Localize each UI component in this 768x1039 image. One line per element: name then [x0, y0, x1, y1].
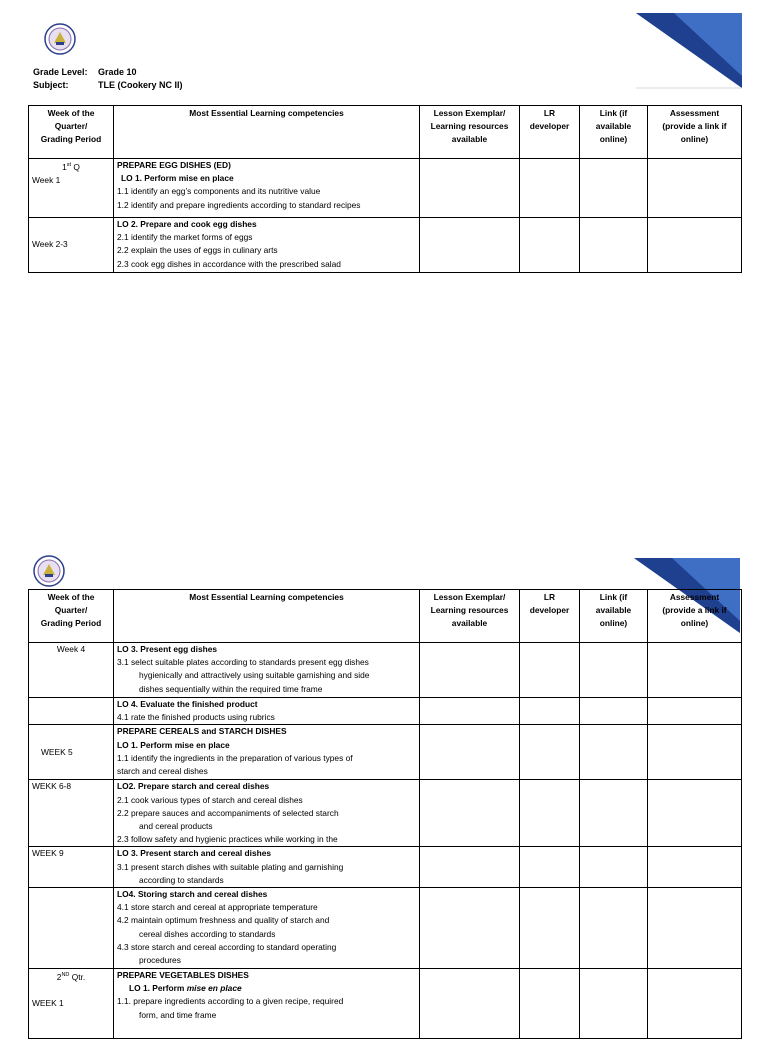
header-lesson-line: available	[451, 618, 488, 629]
quarter-sup: st	[66, 162, 72, 168]
header-link-line: online)	[599, 618, 628, 629]
empty-cell	[520, 780, 580, 847]
competency-line: PREPARE VEGETABLES DISHES	[117, 970, 249, 981]
empty-cell	[420, 847, 520, 888]
competency-line: 2.2 prepare sauces and accompaniments of selected starch	[117, 807, 339, 818]
grade-level-value: Grade 10	[98, 67, 137, 77]
header-week-line: Grading Period	[40, 618, 102, 629]
competency-cell	[114, 698, 420, 725]
quarter-suffix: Q	[71, 161, 80, 172]
header-assessment-line: online)	[680, 618, 709, 629]
competency-cell	[114, 780, 420, 847]
header-assessment	[648, 590, 742, 643]
competency-line: 2.3 follow safety and hygienic practices while working in the	[117, 834, 338, 845]
header-link-line: online)	[599, 134, 628, 145]
empty-cell	[520, 969, 580, 1039]
empty-cell	[648, 888, 742, 969]
quarter-label	[32, 969, 110, 984]
empty-cell	[580, 725, 648, 780]
competency-line: 2.3 cook egg dishes in accordance with the prescribed salad	[117, 258, 341, 269]
empty-cell	[420, 888, 520, 969]
table-header-row	[29, 590, 742, 643]
week-cell	[29, 698, 114, 725]
table-row	[29, 725, 742, 780]
week-cell	[29, 888, 114, 969]
competency-line: LO 1. Perform mise en place	[117, 739, 230, 750]
header-lr	[520, 590, 580, 643]
header-assessment-line: Assessment	[669, 108, 720, 118]
empty-cell	[648, 698, 742, 725]
competency-line: and cereal products	[139, 821, 213, 832]
empty-cell	[580, 888, 648, 969]
week-label: Week 1	[32, 175, 61, 185]
competency-line: PREPARE CEREALS and STARCH DISHES	[117, 726, 287, 737]
competency-line	[117, 982, 416, 995]
week-label: WEEK 9	[32, 848, 64, 859]
empty-cell	[648, 780, 742, 847]
week-label: WEEK 5	[41, 746, 73, 757]
table-row	[29, 643, 742, 698]
competency-cell	[114, 643, 420, 698]
competency-line: 2.1 cook various types of starch and cereal dishes	[117, 794, 303, 805]
header-link-line: available	[595, 121, 632, 132]
header-week-line: Quarter/	[54, 121, 88, 132]
table-row	[29, 780, 742, 847]
week-cell	[29, 725, 114, 780]
week-label: Week 4	[56, 644, 86, 654]
week-label: Week 2-3	[32, 239, 68, 250]
header-lr-line: LR	[543, 108, 556, 118]
competency-line: form, and time frame	[139, 1009, 217, 1020]
header-melc: Most Essential Learning competencies	[114, 106, 420, 159]
week-label: WEKK 6-8	[32, 781, 72, 792]
competency-cell	[114, 725, 420, 780]
header-lesson	[420, 590, 520, 643]
competency-line: dishes sequentially within the required time frame	[139, 683, 323, 694]
week-cell	[29, 643, 114, 698]
header-lesson-line: Lesson Exemplar/	[433, 592, 506, 602]
subject-label: Subject:	[33, 80, 69, 90]
table-row	[29, 888, 742, 969]
empty-cell	[648, 969, 742, 1039]
header-lr-line: developer	[529, 121, 570, 132]
empty-cell	[648, 725, 742, 780]
table-row	[29, 969, 742, 1039]
header-link-line: Link (if	[599, 592, 628, 602]
week-cell	[29, 969, 114, 1039]
empty-cell	[520, 847, 580, 888]
competency-line: LO4. Storing starch and cereal dishes	[117, 889, 268, 900]
empty-cell	[520, 888, 580, 969]
header-week-line: Week of the	[47, 108, 95, 118]
competency-line: LO 2. Prepare and cook egg dishes	[117, 219, 257, 229]
empty-cell	[580, 780, 648, 847]
competency-line: cereal dishes according to standards	[139, 928, 276, 939]
quarter-number: 2	[56, 971, 62, 982]
empty-cell	[420, 969, 520, 1039]
competency-line: 3.1 present starch dishes with suitable plating and garnishing	[117, 861, 344, 872]
header-lesson-line: Learning resources	[430, 605, 509, 616]
competency-line: 1.1 identify an egg’s components and its nutritive value	[117, 186, 321, 197]
header-lr-line: developer	[529, 605, 570, 616]
table-row	[29, 698, 742, 725]
competency-line: hygienically and attractively using suitable garnishing and side	[139, 670, 370, 681]
empty-cell	[648, 643, 742, 698]
competency-line: 2.2 explain the uses of eggs in culinary arts	[117, 245, 278, 256]
header-week	[29, 590, 114, 643]
competency-line: 4.2 maintain optimum freshness and quality of starch and	[117, 915, 330, 926]
deped-seal-logo	[33, 555, 65, 587]
header-assessment-line: (provide a link if	[662, 121, 727, 132]
grade-level-label: Grade Level:	[33, 67, 88, 77]
header-link-line: available	[595, 605, 632, 616]
header-assessment-line: Assessment	[669, 592, 720, 602]
header-week-line: Week of the	[47, 592, 95, 602]
competency-line: 4.1 store starch and cereal at appropriate temperature	[117, 902, 318, 913]
competency-line: procedures	[139, 955, 181, 966]
competency-line: 1.2 identify and prepare ingredients according to standard recipes	[117, 199, 361, 210]
competency-cell	[114, 847, 420, 888]
competency-line-part: LO 1. Perform	[129, 983, 187, 994]
competency-line: LO 3. Present starch and cereal dishes	[117, 848, 272, 859]
header-melc: Most Essential Learning competencies	[114, 590, 420, 643]
competency-line: PREPARE EGG DISHES (ED)	[117, 160, 231, 170]
empty-cell	[580, 969, 648, 1039]
competency-line: starch and cereal dishes	[117, 766, 208, 777]
quarter-suffix: Qtr.	[69, 971, 86, 982]
header-week-line: Quarter/	[54, 605, 88, 616]
competency-cell	[114, 888, 420, 969]
header-week-line: Grading Period	[40, 134, 102, 145]
table-row	[29, 847, 742, 888]
header-assessment-line: online)	[680, 134, 709, 145]
competency-line: 4.1 rate the finished products using rubrics	[117, 712, 275, 723]
header-assessment-line: (provide a link if	[662, 605, 727, 616]
header-lesson-line: available	[451, 134, 488, 145]
competency-line: LO 4. Evaluate the finished product	[117, 699, 258, 709]
empty-cell	[520, 643, 580, 698]
empty-cell	[520, 725, 580, 780]
competency-line: LO 3. Present egg dishes	[117, 644, 218, 654]
empty-cell	[420, 698, 520, 725]
competency-line: LO2. Prepare starch and cereal dishes	[117, 781, 270, 792]
header-lesson-line: Learning resources	[430, 121, 509, 132]
quarter-number: 1	[62, 161, 67, 172]
empty-cell	[580, 698, 648, 725]
header-lesson-line: Lesson Exemplar/	[433, 108, 506, 118]
header-link	[580, 590, 648, 643]
empty-cell	[520, 698, 580, 725]
competency-line: 3.1 select suitable plates according to standards present egg dishes	[117, 657, 369, 668]
empty-cell	[580, 847, 648, 888]
header-lr-line: LR	[543, 592, 556, 602]
competency-cell	[114, 969, 420, 1039]
competency-line: 4.3 store starch and cereal according to standard operating	[117, 941, 337, 952]
empty-cell	[420, 780, 520, 847]
competency-line: LO 1. Perform mise en place	[121, 173, 234, 184]
quarter-sup: ND	[61, 972, 70, 979]
empty-cell	[580, 643, 648, 698]
header-link-line: Link (if	[599, 108, 628, 118]
week-cell	[29, 780, 114, 847]
competency-line: 1.1 identify the ingredients in the preparation of various types of	[117, 752, 353, 763]
empty-cell	[648, 847, 742, 888]
empty-cell	[420, 725, 520, 780]
competency-line-italic: mise en place	[186, 983, 242, 994]
competencies-table-page-2	[28, 589, 742, 1039]
empty-cell	[420, 643, 520, 698]
week-label: WEEK 1	[32, 998, 64, 1009]
competency-line: 1.1. prepare ingredients according to a given recipe, required	[117, 996, 344, 1007]
competency-line: according to standards	[139, 874, 224, 885]
subject-value: TLE (Cookery NC II)	[98, 80, 183, 90]
week-cell	[29, 847, 114, 888]
competency-line: 2.1 identify the market forms of eggs	[117, 232, 253, 243]
